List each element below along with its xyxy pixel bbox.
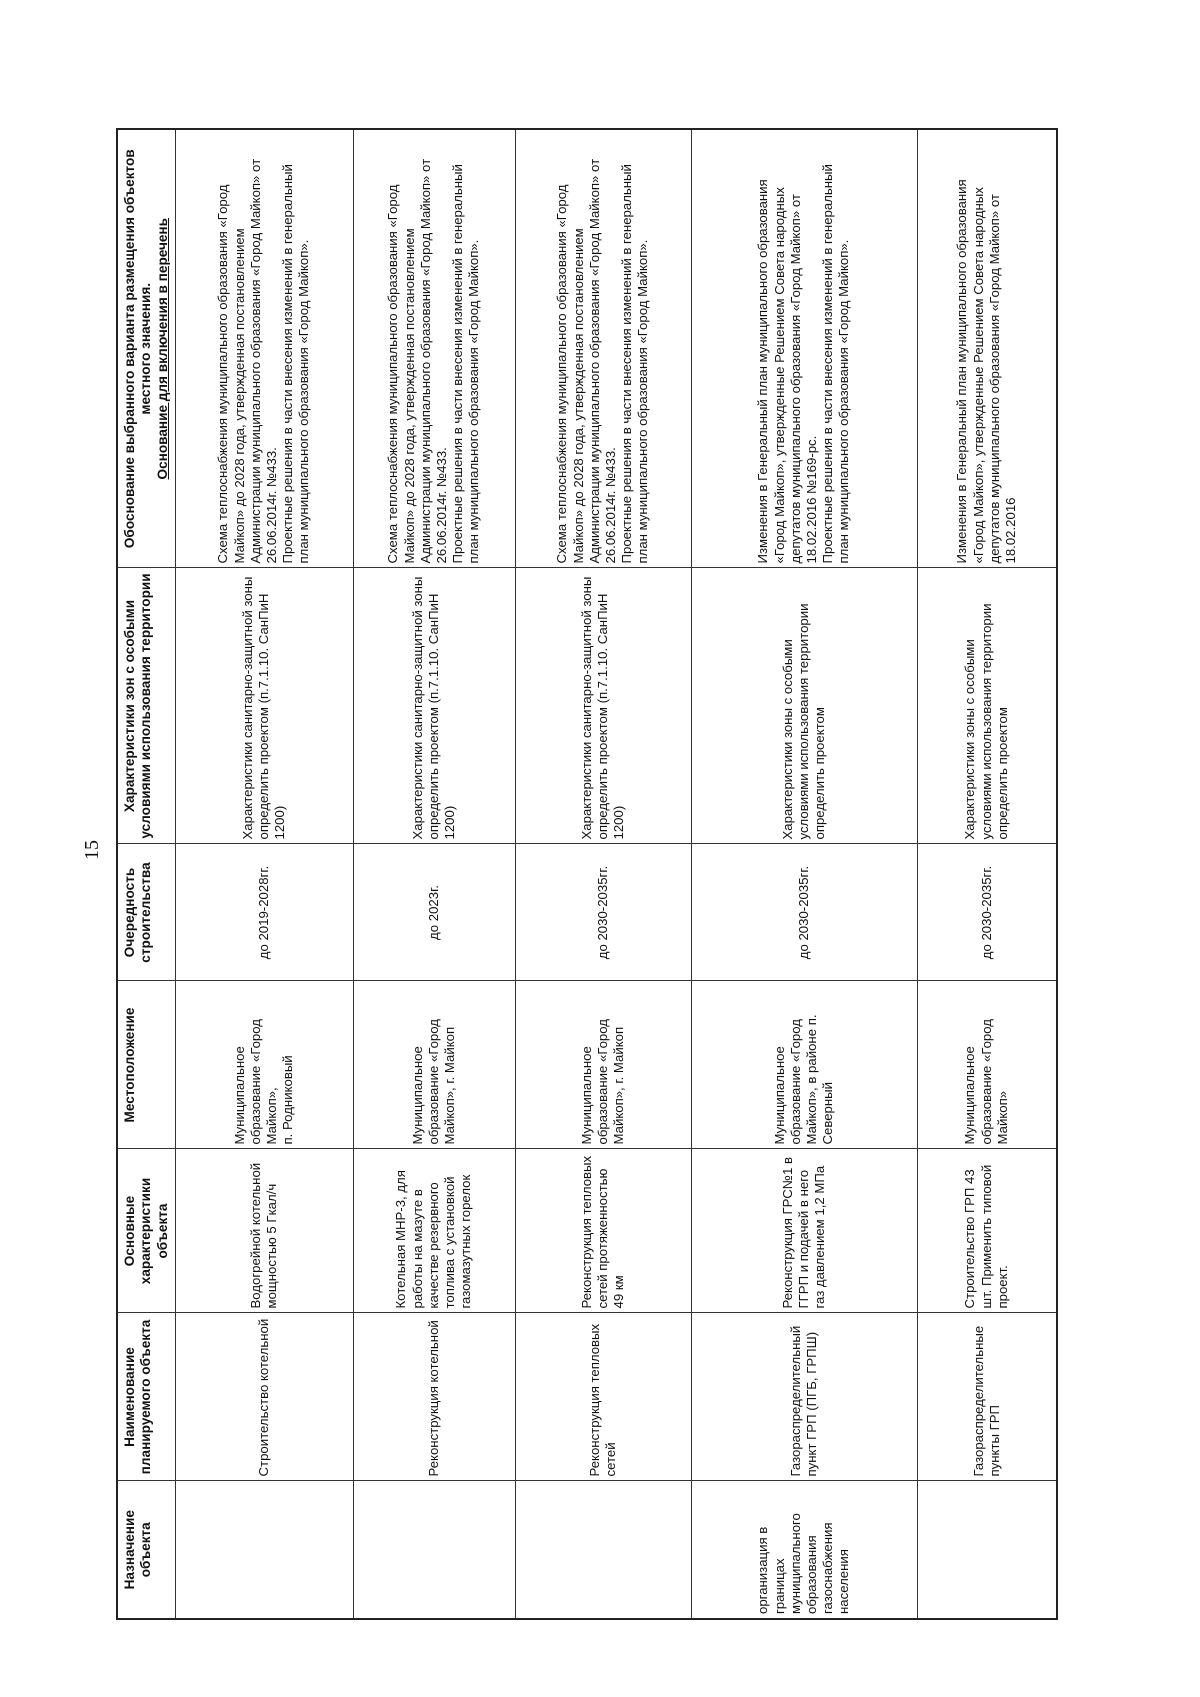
cell-basis: Изменения в Генеральный план муниципального образования «Город Майкоп», утвержденные Решением Совета народных депутатов муниципального образования «Город Майкоп» от 18.02.2016 №169-рс. Проектные решения в части внесения изменений в генеральный план муниципального образования «Город Майкоп». (691, 129, 917, 568)
header-purpose: Назначение объекта (117, 1481, 175, 1619)
cell-zones: Характеристики санитарно-защитной зоны определить проектом (п.7.1.10. СанПиН 1200) (515, 568, 691, 844)
cell-basis: Схема теплоснабжения муниципального образования «Город Майкоп» до 2028 года, утвержденная постановлением Администрации муниципального образования «Город Майкоп» от 26.06.2014г. №433. Проектные решения в части внесения изменений в генеральный план муниципального образования «Город Майкоп». (515, 129, 691, 568)
table-row (175, 129, 353, 1619)
cell-zones: Характеристики санитарно-защитной зоны определить проектом (п.7.1.10. СанПиН 1200) (353, 568, 515, 844)
cell-location: Муниципальное образование «Город Майкоп», г. Майкоп (515, 981, 691, 1149)
cell-location: Муниципальное образование «Город Майкоп», п. Родниковый (175, 981, 353, 1149)
table-row (515, 129, 691, 1619)
cell-purpose (175, 1481, 353, 1619)
cell-name: Строительство котельной (175, 1313, 353, 1481)
cell-characteristics: Реконструкция ГРС№1 в ГГРП и подачей в него газ давлением 1,2 МПа (691, 1149, 917, 1313)
cell-order: до 2019-2028гг. (175, 844, 353, 981)
cell-name: Реконструкция тепловых сетей (515, 1313, 691, 1481)
cell-order: до 2023г. (353, 844, 515, 981)
cell-order: до 2030-2035гг. (515, 844, 691, 981)
cell-order: до 2030-2035гг. (917, 844, 1057, 981)
cell-purpose (353, 1481, 515, 1619)
cell-basis: Изменения в Генеральный план муниципального образования «Город Майкоп», утвержденные Решением Совета народных депутатов муниципального образования «Город Майкоп» от 18.02.2016 (917, 129, 1057, 568)
cell-zones: Характеристики зоны с особыми условиями использования территории определить проектом (691, 568, 917, 844)
cell-basis: Схема теплоснабжения муниципального образования «Город Майкоп» до 2028 года, утвержденная постановлением Администрации муниципального образования «Город Майкоп» от 26.06.2014г. №433. Проектные решения в части внесения изменений в генеральный план муниципального образования «Город Майкоп». (175, 129, 353, 568)
cell-name: Газораспределительный пункт ГРП (ПГБ, ГРПШ) (691, 1313, 917, 1481)
cell-purpose: организация в границах муниципального образования газоснабжения населения (691, 1481, 917, 1619)
cell-characteristics: Реконструкция тепловых сетей протяженностью 49 км (515, 1149, 691, 1313)
table-row (691, 129, 917, 1619)
rotated-table-wrapper (116, 130, 1058, 1620)
header-basis (117, 129, 175, 568)
page-number: 15 (81, 840, 103, 860)
cell-location: Муниципальное образование «Город Майкоп», в районе п. Северный (691, 981, 917, 1149)
planned-objects-table (116, 128, 1058, 1620)
cell-name: Газораспределительные пункты ГРП (917, 1313, 1057, 1481)
table-row (353, 129, 515, 1619)
cell-name: Реконструкция котельной (353, 1313, 515, 1481)
header-location: Местоположение (117, 981, 175, 1149)
header-basis-line2: Основание для включения в перечень (154, 218, 170, 480)
table-header-row (117, 129, 175, 1619)
header-characteristics: Основные характеристики объекта (117, 1149, 175, 1313)
cell-purpose (917, 1481, 1057, 1619)
cell-characteristics: Строительство ГРП 43 шт. Применить типовой проект. (917, 1149, 1057, 1313)
header-basis-line1: Обоснование выбранного варианта размещения объектов местного значения. (122, 149, 154, 549)
cell-location: Муниципальное образование «Город Майкоп» (917, 981, 1057, 1149)
cell-characteristics: Котельная МНР-3, для работы на мазуте в качестве резервного топлива с установкой газомазутных горелок (353, 1149, 515, 1313)
header-name: Наименование планируемого объекта (117, 1313, 175, 1481)
header-zones: Характеристики зон с особыми условиями использования территории (117, 568, 175, 844)
cell-order: до 2030-2035гг. (691, 844, 917, 981)
header-order: Очередность строительства (117, 844, 175, 981)
cell-zones: Характеристики зоны с особыми условиями использования территории определить проектом (917, 568, 1057, 844)
cell-location: Муниципальное образование «Город Майкоп», г. Майкоп (353, 981, 515, 1149)
cell-characteristics: Водогрейной котельной мощностью 5 Гкал/ч (175, 1149, 353, 1313)
cell-purpose (515, 1481, 691, 1619)
cell-basis: Схема теплоснабжения муниципального образования «Город Майкоп» до 2028 года, утвержденная постановлением Администрации муниципального образования «Город Майкоп» от 26.06.2014г. №433. Проектные решения в части внесения изменений в генеральный план муниципального образования «Город Майкоп». (353, 129, 515, 568)
table-row (917, 129, 1057, 1619)
cell-zones: Характеристики санитарно-защитной зоны определить проектом (п.7.1.10. СанПиН 1200) (175, 568, 353, 844)
